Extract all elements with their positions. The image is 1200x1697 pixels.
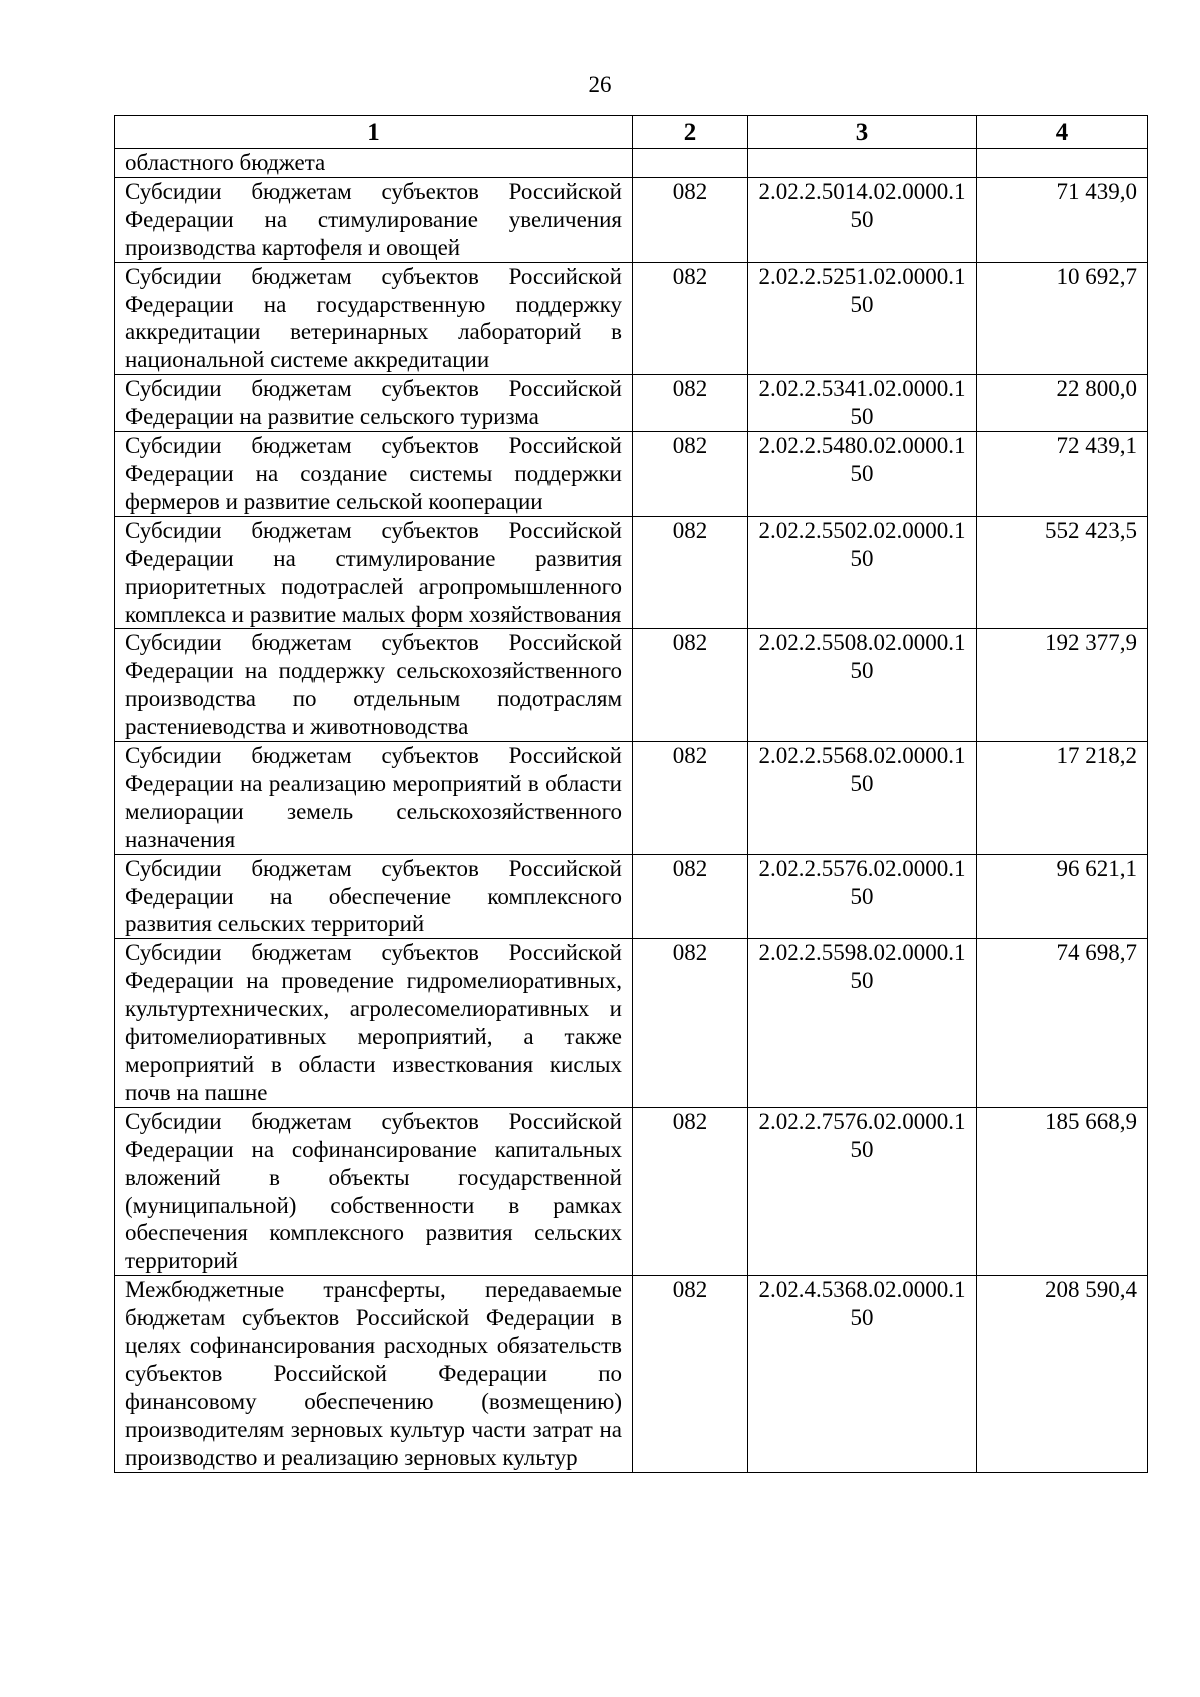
- column-header-2: 2: [633, 116, 748, 149]
- row-amount: 72 439,1: [977, 432, 1148, 517]
- row-kbk: 2.02.2.5568.02.0000.150: [748, 742, 977, 855]
- table-row: [115, 1276, 1148, 1472]
- row-kbk: 2.02.2.5014.02.0000.150: [748, 177, 977, 262]
- row-code: 082: [633, 516, 748, 629]
- row-kbk: 2.02.2.5502.02.0000.150: [748, 516, 977, 629]
- table-row: [115, 854, 1148, 939]
- row-description: Субсидии бюджетам субъектов Российской Федерации на обеспечение комплексного развития сельских территорий: [115, 854, 633, 939]
- row-amount: 10 692,7: [977, 262, 1148, 375]
- row-amount: 185 668,9: [977, 1107, 1148, 1275]
- row-amount: 74 698,7: [977, 939, 1148, 1107]
- table-row: [115, 262, 1148, 375]
- row-description: Субсидии бюджетам субъектов Российской Федерации на создание системы поддержки фермеров и развитие сельской кооперации: [115, 432, 633, 517]
- continuation-amount-cell: [977, 149, 1148, 178]
- table-row: [115, 177, 1148, 262]
- row-amount: 192 377,9: [977, 629, 1148, 742]
- row-amount: 552 423,5: [977, 516, 1148, 629]
- row-description: Субсидии бюджетам субъектов Российской Федерации на реализацию мероприятий в области мелиорации земель сельскохозяйственного назначения: [115, 742, 633, 855]
- row-description: Субсидии бюджетам субъектов Российской Федерации на стимулирование увеличения производства картофеля и овощей: [115, 177, 633, 262]
- row-kbk: 2.02.2.5251.02.0000.150: [748, 262, 977, 375]
- row-code: 082: [633, 1107, 748, 1275]
- row-description: Субсидии бюджетам субъектов Российской Федерации на стимулирование развития приоритетных подотраслей агропромышленного комплекса и развитие малых форм хозяйствования: [115, 516, 633, 629]
- continuation-row: [115, 149, 1148, 178]
- column-header-4: 4: [977, 116, 1148, 149]
- row-kbk: 2.02.2.7576.02.0000.150: [748, 1107, 977, 1275]
- table-row: [115, 742, 1148, 855]
- budget-table: [114, 115, 1148, 1473]
- continuation-kbk-cell: [748, 149, 977, 178]
- continuation-code-cell: [633, 149, 748, 178]
- row-code: 082: [633, 742, 748, 855]
- row-amount: 96 621,1: [977, 854, 1148, 939]
- row-code: 082: [633, 177, 748, 262]
- column-header-3: 3: [748, 116, 977, 149]
- row-description: Субсидии бюджетам субъектов Российской Федерации на софинансирование капитальных вложений в объекты государственной (муниципальной) собственности в рамках обеспечения комплексного развития сельских территорий: [115, 1107, 633, 1275]
- table-row: [115, 375, 1148, 432]
- row-kbk: 2.02.2.5576.02.0000.150: [748, 854, 977, 939]
- row-code: 082: [633, 262, 748, 375]
- row-code: 082: [633, 432, 748, 517]
- row-amount: 17 218,2: [977, 742, 1148, 855]
- row-code: 082: [633, 939, 748, 1107]
- row-amount: 22 800,0: [977, 375, 1148, 432]
- row-code: 082: [633, 375, 748, 432]
- row-kbk: 2.02.2.5480.02.0000.150: [748, 432, 977, 517]
- column-header-1: 1: [115, 116, 633, 149]
- page-number: 26: [588, 72, 612, 97]
- table-row: [115, 629, 1148, 742]
- row-kbk: 2.02.4.5368.02.0000.150: [748, 1276, 977, 1472]
- row-kbk: 2.02.2.5341.02.0000.150: [748, 375, 977, 432]
- continuation-text: областного бюджета: [115, 149, 633, 178]
- table-row: [115, 1107, 1148, 1275]
- header-row: [115, 116, 1148, 149]
- row-description: Субсидии бюджетам субъектов Российской Федерации на проведение гидромелиоративных, культуртехнических, агролесомелиоративных и фитомелиоративных мероприятий, а также мероприятий в области известкования кислых почв на пашне: [115, 939, 633, 1107]
- row-description: Межбюджетные трансферты, передаваемые бюджетам субъектов Российской Федерации в целях софинансирования расходных обязательств субъектов Российской Федерации по финансовому обеспечению (возмещению) производителям зерновых культур части затрат на производство и реализацию зерновых культур: [115, 1276, 633, 1472]
- row-code: 082: [633, 629, 748, 742]
- row-description: Субсидии бюджетам субъектов Российской Федерации на развитие сельского туризма: [115, 375, 633, 432]
- row-code: 082: [633, 1276, 748, 1472]
- row-kbk: 2.02.2.5598.02.0000.150: [748, 939, 977, 1107]
- row-kbk: 2.02.2.5508.02.0000.150: [748, 629, 977, 742]
- table-row: [115, 939, 1148, 1107]
- row-code: 082: [633, 854, 748, 939]
- row-amount: 71 439,0: [977, 177, 1148, 262]
- row-description: Субсидии бюджетам субъектов Российской Федерации на поддержку сельскохозяйственного производства по отдельным подотраслям растениеводства и животноводства: [115, 629, 633, 742]
- row-description: Субсидии бюджетам субъектов Российской Федерации на государственную поддержку аккредитации ветеринарных лабораторий в национальной системе аккредитации: [115, 262, 633, 375]
- row-amount: 208 590,4: [977, 1276, 1148, 1472]
- table-row: [115, 516, 1148, 629]
- table-row: [115, 432, 1148, 517]
